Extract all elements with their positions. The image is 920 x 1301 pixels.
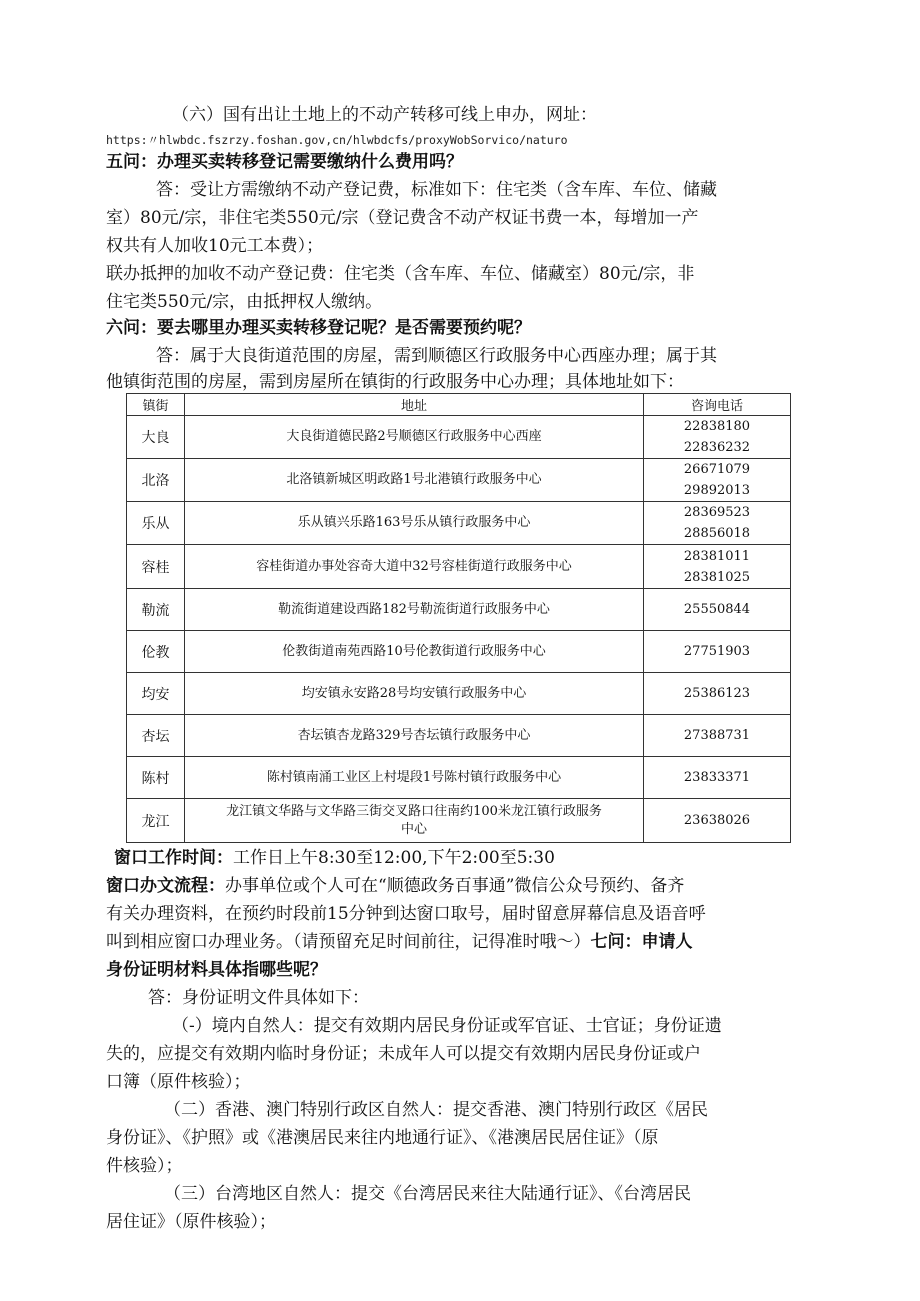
q5-mortgage-line-1: 联办抵押的加收不动产登记费：住宅类（含车库、车位、储藏室）80元/宗，非 [106, 264, 695, 284]
town-cell: 伦教 [127, 631, 185, 673]
table-header-row [127, 394, 791, 416]
question-5-title: 五问：办理买卖转移登记需要缴纳什么费用吗？ [106, 152, 463, 172]
phone-cell: 23833371 [644, 757, 791, 799]
table-row [127, 416, 791, 459]
office-hours-label: 窗口工作时间： [114, 848, 233, 868]
table-row [127, 502, 791, 545]
phone-number: 26671079 [683, 462, 751, 477]
window-process-label: 窗口办文流程： [106, 876, 225, 896]
window-process-text: 办事单位或个人可在“顺德政务百事通”微信公众号预约、备齐 [225, 876, 685, 896]
table-row [127, 715, 791, 757]
window-process-line-2: 有关办理资料，在预约时段前15分钟到达窗口取号，届时留意屏幕信息及语音呼 [106, 904, 706, 924]
address-cell: 乐从镇兴乐路163号乐从镇行政服务中心 [185, 502, 644, 545]
id-taiwan-line-1: （三）台湾地区自然人：提交《台湾居民来往大陆通行证》、《台湾居民 [164, 1184, 691, 1204]
phone-number: 28381011 [683, 548, 751, 564]
address-cell: 勒流街道建设西路182号勒流街道行政服务中心 [185, 589, 644, 631]
phone-number: 22838180 [683, 419, 751, 434]
address-cell: 均安镇永安路28号均安镇行政服务中心 [185, 673, 644, 715]
q5-answer-line-1: 答：受让方需缴纳不动产登记费，标准如下：住宅类（含车库、车位、储藏 [156, 180, 717, 200]
address-cell: 陈村镇南涌工业区上村堤段1号陈村镇行政服务中心 [185, 757, 644, 799]
header-phone: 咨询电话 [644, 394, 791, 416]
id-domestic-line-2: 失的，应提交有效期内临时身份证；未成年人可以提交有效期内居民身份证或户 [106, 1044, 701, 1064]
table-row [127, 545, 791, 589]
town-cell: 陈村 [127, 757, 185, 799]
id-hk-macao-line-1: （二）香港、澳门特别行政区自然人：提交香港、澳门特别行政区《居民 [164, 1100, 708, 1120]
phone-cell: 25550844 [644, 589, 791, 631]
question-7-title-part1: 七问：申请人 [590, 932, 693, 952]
q5-answer-line-3: 权共有人加收10元工本费）； [106, 236, 324, 256]
table-row [127, 673, 791, 715]
address-line: 中心 [400, 821, 427, 837]
phone-number: 22836232 [683, 440, 751, 455]
office-hours [114, 846, 555, 870]
town-cell: 龙江 [127, 799, 185, 843]
service-center-table [126, 393, 791, 843]
phone-number: 28856018 [683, 526, 751, 541]
window-process-line-1 [106, 874, 684, 898]
q5-mortgage-line-2: 住宅类550元/宗，由抵押权人缴纳。 [106, 292, 383, 312]
town-cell: 均安 [127, 673, 185, 715]
town-cell: 大良 [127, 416, 185, 459]
phone-number: 28369523 [683, 505, 751, 520]
town-cell: 杏坛 [127, 715, 185, 757]
phone-cell: 25386123 [644, 673, 791, 715]
town-cell: 容桂 [127, 545, 185, 589]
phone-cell [644, 416, 791, 459]
question-6-title: 六问：要去哪里办理买卖转移登记呢？是否需要预约呢？ [106, 318, 531, 338]
town-cell: 北洛 [127, 459, 185, 502]
town-cell: 勒流 [127, 589, 185, 631]
phone-cell: 23638026 [644, 799, 791, 843]
address-cell: 容桂街道办事处容奇大道中32号容桂街道行政服务中心 [185, 545, 644, 589]
address-cell: 北洛镇新城区明政路1号北港镇行政服务中心 [185, 459, 644, 502]
window-process-text-end: 叫到相应窗口办理业务。（请预留充足时间前往，记得准时哦～） [106, 932, 591, 952]
header-town: 镇街 [127, 394, 185, 416]
id-domestic-line-1: （-）境内自然人：提交有效期内居民身份证或军官证、士官证；身份证遗 [172, 1016, 722, 1036]
header-address: 地址 [185, 394, 644, 416]
address-cell [185, 799, 644, 843]
q7-answer: 答：身份证明文件具体如下： [148, 988, 369, 1008]
phone-number: 28381025 [683, 569, 751, 585]
table-row [127, 631, 791, 673]
table-row [127, 799, 791, 843]
application-url[interactable]: https:〃hlwbdc.fszrzy.foshan.gov,cn/hlwbdcfs/proxyWobSorvico/naturo [106, 133, 568, 147]
table-row [127, 589, 791, 631]
address-cell: 伦教街道南苑西路10号伦教街道行政服务中心 [185, 631, 644, 673]
id-hk-macao-line-2: 身份证》、《护照》或《港澳居民来往内地通行证》、《港澳居民居住证》（原 [106, 1128, 659, 1148]
question-7-title-part2: 身份证明材料具体指哪些呢？ [106, 960, 327, 980]
window-process-line-3 [106, 930, 693, 954]
town-cell: 乐从 [127, 502, 185, 545]
table-row [127, 757, 791, 799]
office-hours-value: 工作日上午8:30至12:00,下午2:00至5:30 [233, 848, 555, 868]
q5-answer-line-2: 室）80元/宗，非住宅类550元/宗（登记费含不动产权证书费一本，每增加一产 [106, 208, 699, 228]
id-domestic-line-3: 口簿（原件核验）； [106, 1072, 251, 1092]
address-line: 龙江镇文华路与文华路三街交叉路口往南约100米龙江镇行政服务 [226, 803, 602, 819]
address-cell: 大良街道德民路2号顺德区行政服务中心西座 [185, 416, 644, 459]
id-hk-macao-line-3: 件核验）； [106, 1156, 183, 1176]
table-row [127, 459, 791, 502]
phone-cell: 27751903 [644, 631, 791, 673]
id-taiwan-line-2: 居住证》（原件核验）； [106, 1212, 276, 1232]
phone-cell [644, 545, 791, 589]
q6-answer-line-1: 答：属于大良街道范围的房屋，需到顺德区行政服务中心西座办理；属于其 [156, 346, 717, 366]
q6-answer-line-2: 他镇街范围的房屋，需到房屋所在镇街的行政服务中心办理；具体地址如下： [106, 372, 684, 392]
address-cell: 杏坛镇杏龙路329号杏坛镇行政服务中心 [185, 715, 644, 757]
phone-cell [644, 459, 791, 502]
online-application-item: （六）国有出让土地上的不动产转移可线上申办，网址： [172, 105, 597, 125]
phone-cell [644, 502, 791, 545]
phone-cell: 27388731 [644, 715, 791, 757]
phone-number: 29892013 [683, 483, 751, 498]
